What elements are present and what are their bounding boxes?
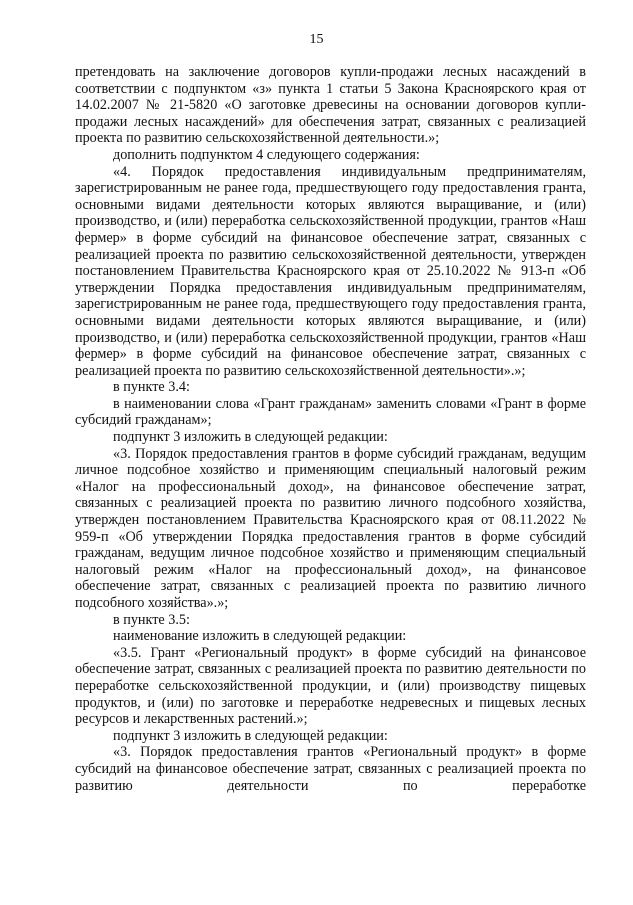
paragraph-point-3-5: в пункте 3.5: (113, 611, 190, 628)
paragraph-name-header: наименование изложить в следующей редакции: (113, 628, 407, 645)
document-body (75, 64, 586, 794)
page-number: 15 (309, 32, 324, 47)
paragraph-rename-grant: в наименовании слова «Грант гражданам» заменить словами «Грант в форме субсидий гражданам»; (75, 395, 586, 429)
paragraph-add-subpoint-4: дополнить подпунктом 4 следующего содержания: (113, 146, 420, 163)
paragraph-continuation: претендовать на заключение договоров купли-продажи лесных насаждений в соответствии с подпунктом «з» пункта 1 статьи 5 Закона Красноярского края от 14.02.2007 № 21-5820 «О заготовке древесины на основании договоров купли-продажи лесных насаждений» для обеспечения затрат, связанных с реализацией проекта по развитию сельскохозяйственной деятельности.»; (75, 64, 586, 147)
paragraph-subpoint-4-text: «4. Порядок предоставления индивидуальным предпринимателям, зарегистрированным не ранее года, предшествующего году предоставления гранта, основными видами деятельности которых являются выращивание, и (или) производство, и (или) переработка сельскохозяйственной продукции, грантов «Наш фермер» в форме субсидий на финансовое обеспечение затрат, связанных с реализацией проекта по развитию сельскохозяйственной деятельности, утвержден постановлением Правительства Красноярского края от 25.10.2022 № 913-п «Об утверждении Порядка предоставления индивидуальным предпринимателям, зарегистрированным не ранее года, предшествующего году предоставления гранта, основными видами деятельности которых являются выращивание, и (или) производство, и (или) переработка сельскохозяйственной продукции, грантов «Наш фермер» в форме субсидий на финансовое обеспечение затрат, связанных с реализацией проекта по развитию сельскохозяйственной деятельности».»; (75, 163, 586, 379)
paragraph-subpoint-3-text: «3. Порядок предоставления грантов в форме субсидий гражданам, ведущим личное подсобное хозяйство и применяющим специальный налоговый режим «Налог на профессиональный доход», на финансовое обеспечение затрат, связанных с реализацией проекта по развитию личного подсобного хозяйства, утвержден постановлением Правительства Красноярского края от 08.11.2022 № 959-п «Об утверждении Порядка предоставления грантов в форме субсидий гражданам, ведущим личное подсобное хозяйство и применяющим специальный налоговый режим «Налог на профессиональный доход», на финансовое обеспечение затрат, связанных с реализацией проекта по развитию личного подсобного хозяйства».»; (75, 445, 586, 611)
paragraph-subpoint-3-header-2: подпункт 3 изложить в следующей редакции: (113, 727, 388, 744)
paragraph-point-3-5-text: «3.5. Грант «Региональный продукт» в форме субсидий на финансовое обеспечение затрат, связанных с реализацией проекта по развитию деятельности по переработке сельскохозяйственной продукции, и (или) производству пищевых продуктов, и (или) по заготовке и переработке недревесных и пищевых лесных ресурсов и лекарственных растений.»; (75, 644, 586, 728)
paragraph-point-3-4: в пункте 3.4: (113, 379, 190, 396)
paragraph-subpoint-3-header: подпункт 3 изложить в следующей редакции: (113, 429, 388, 446)
paragraph-subpoint-3-text-2: «3. Порядок предоставления грантов «Региональный продукт» в форме субсидий на финансовое обеспечение затрат, связанных с реализацией проекта по развитию деятельности по переработке (75, 744, 586, 794)
